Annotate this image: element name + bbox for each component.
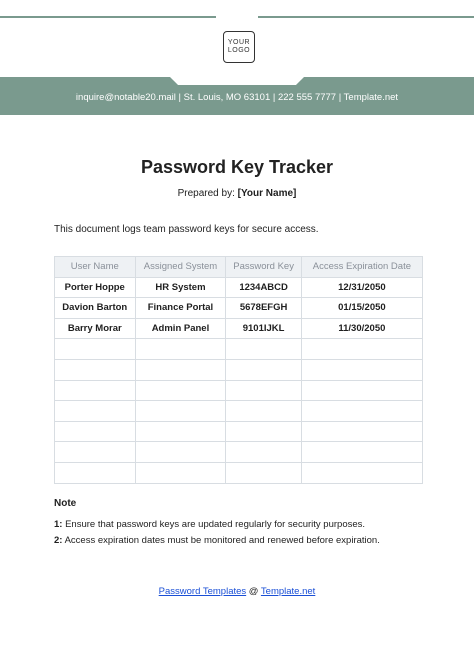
cell-assigned-system xyxy=(135,442,226,463)
logo-placeholder xyxy=(223,31,255,63)
table-row xyxy=(55,359,423,380)
table-row xyxy=(55,421,423,442)
cell-expiration-date: 01/15/2050 xyxy=(301,298,422,319)
cell-assigned-system: Admin Panel xyxy=(135,318,226,339)
cell-assigned-system: HR System xyxy=(135,277,226,298)
cell-user-name xyxy=(55,339,136,360)
cell-password-key xyxy=(226,421,301,442)
footer-separator: @ xyxy=(248,586,259,597)
cell-assigned-system: Finance Portal xyxy=(135,298,226,319)
logo-line-1: YOUR xyxy=(227,39,251,46)
note-item-2 xyxy=(54,535,380,546)
cell-password-key: 5678EFGH xyxy=(226,298,301,319)
table-row xyxy=(55,277,423,298)
header-assigned-system: Assigned System xyxy=(135,257,226,278)
header-user-name: User Name xyxy=(55,257,136,278)
cell-password-key xyxy=(226,401,301,422)
note-heading: Note xyxy=(54,498,77,509)
cell-expiration-date xyxy=(301,442,422,463)
prepared-by-label: Prepared by: xyxy=(177,188,235,199)
cell-user-name xyxy=(55,380,136,401)
cell-expiration-date xyxy=(301,462,422,483)
table-row xyxy=(55,318,423,339)
table-row xyxy=(55,339,423,360)
note-text: Ensure that password keys are updated regularly for security purposes. xyxy=(65,519,366,530)
cell-password-key xyxy=(226,339,301,360)
cell-expiration-date xyxy=(301,401,422,422)
cell-expiration-date xyxy=(301,421,422,442)
note-text: Access expiration dates must be monitored and renewed before expiration. xyxy=(64,535,380,546)
password-key-table xyxy=(54,256,423,484)
cell-assigned-system xyxy=(135,421,226,442)
contact-info: inquire@notable20.mail | St. Louis, MO 63101 | 222 555 7777 | Template.net xyxy=(75,92,399,103)
table-row xyxy=(55,401,423,422)
cell-expiration-date xyxy=(301,339,422,360)
cell-password-key xyxy=(226,359,301,380)
cell-user-name: Barry Morar xyxy=(55,318,136,339)
prepared-by-name: [Your Name] xyxy=(237,188,297,199)
cell-password-key xyxy=(226,442,301,463)
page-title: Password Key Tracker xyxy=(140,157,334,177)
cell-expiration-date xyxy=(301,359,422,380)
cell-assigned-system xyxy=(135,339,226,360)
cell-expiration-date: 12/31/2050 xyxy=(301,277,422,298)
cell-user-name xyxy=(55,421,136,442)
cell-password-key xyxy=(226,462,301,483)
cell-user-name xyxy=(55,442,136,463)
table-row xyxy=(55,442,423,463)
prepared-by xyxy=(0,188,474,199)
cell-assigned-system xyxy=(135,401,226,422)
cell-expiration-date xyxy=(301,380,422,401)
cell-user-name: Porter Hoppe xyxy=(55,277,136,298)
cell-assigned-system xyxy=(135,380,226,401)
note-item-1 xyxy=(54,519,365,530)
header-divider-right xyxy=(258,16,474,18)
table-row xyxy=(55,298,423,319)
note-number: 2: xyxy=(54,535,63,546)
template-net-link[interactable]: Template.net xyxy=(260,586,316,597)
note-number: 1: xyxy=(54,519,63,530)
cell-assigned-system xyxy=(135,462,226,483)
footer xyxy=(0,586,474,597)
header-expiration-date: Access Expiration Date xyxy=(301,257,422,278)
header-password-key: Password Key xyxy=(226,257,301,278)
cell-password-key: 1234ABCD xyxy=(226,277,301,298)
header-divider-left xyxy=(0,16,216,18)
cell-expiration-date: 11/30/2050 xyxy=(301,318,422,339)
cell-password-key: 9101IJKL xyxy=(226,318,301,339)
cell-user-name xyxy=(55,359,136,380)
table-header-row xyxy=(55,257,423,278)
cell-password-key xyxy=(226,380,301,401)
password-templates-link[interactable]: Password Templates xyxy=(158,586,247,597)
cell-user-name: Davion Barton xyxy=(55,298,136,319)
cell-user-name xyxy=(55,401,136,422)
intro-text: This document logs team password keys for secure access. xyxy=(54,224,319,235)
logo-line-2: LOGO xyxy=(227,47,251,54)
band-notch xyxy=(170,77,304,85)
cell-assigned-system xyxy=(135,359,226,380)
table-row xyxy=(55,380,423,401)
table-row xyxy=(55,462,423,483)
cell-user-name xyxy=(55,462,136,483)
